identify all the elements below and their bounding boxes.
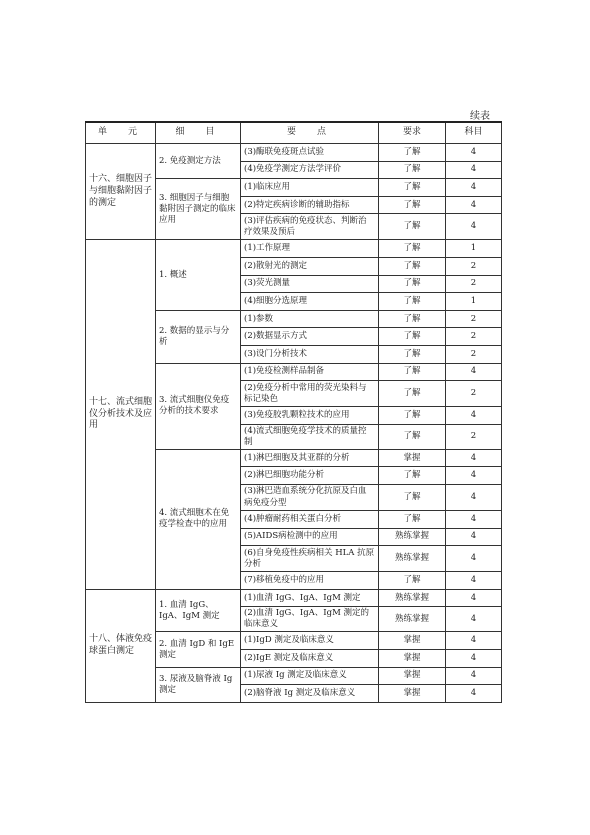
requirement-cell: 了解 <box>379 179 446 197</box>
level-cell: 4 <box>446 511 502 529</box>
requirement-cell: 了解 <box>379 407 446 425</box>
point-cell: (3)荧光测量 <box>241 275 379 293</box>
unit-cell: 十八、体液免疫球蛋白测定 <box>86 589 156 702</box>
requirement-cell: 掌握 <box>379 650 446 668</box>
header-requirement: 要求 <box>379 122 446 144</box>
level-cell: 2 <box>446 345 502 363</box>
detail-cell: 2. 免疫测定方法 <box>156 144 241 179</box>
requirement-cell: 了解 <box>379 572 446 590</box>
level-cell: 4 <box>446 179 502 197</box>
point-cell: (3)淋巴造血系统分化抗原及白血病免疫分型 <box>241 485 379 511</box>
level-cell: 2 <box>446 328 502 346</box>
point-cell: (2)免疫分析中常用的荧光染料与标记染色 <box>241 381 379 407</box>
requirement-cell: 了解 <box>379 275 446 293</box>
level-cell: 4 <box>446 144 502 162</box>
level-cell: 4 <box>446 214 502 240</box>
level-cell: 1 <box>446 240 502 258</box>
point-cell: (3)免疫胶乳颗粒技术的应用 <box>241 407 379 425</box>
header-row <box>86 122 502 144</box>
level-cell: 4 <box>446 632 502 650</box>
detail-cell: 3. 细胞因子与细胞黏附因子测定的临床应用 <box>156 179 241 240</box>
point-cell: (2)散射光的测定 <box>241 257 379 275</box>
requirement-cell: 熟练掌握 <box>379 589 446 607</box>
header-level: 科目 <box>446 122 502 144</box>
requirement-cell: 了解 <box>379 310 446 328</box>
level-cell: 4 <box>446 572 502 590</box>
point-cell: (1)参数 <box>241 310 379 328</box>
point-cell: (1)血清 IgG、IgA、IgM 测定 <box>241 589 379 607</box>
level-cell: 4 <box>446 650 502 668</box>
requirement-cell: 掌握 <box>379 449 446 467</box>
point-cell: (3)酶联免疫斑点试验 <box>241 144 379 162</box>
level-cell: 4 <box>446 196 502 214</box>
point-cell: (4)免疫学测定方法学评价 <box>241 161 379 179</box>
detail-cell: 4. 流式细胞术在免疫学检查中的应用 <box>156 449 241 589</box>
table-row <box>86 589 502 607</box>
detail-cell: 2. 血清 IgD 和 IgE 测定 <box>156 632 241 667</box>
requirement-cell: 了解 <box>379 144 446 162</box>
requirement-cell: 了解 <box>379 424 446 449</box>
level-cell: 2 <box>446 381 502 407</box>
point-cell: (4)肿瘤耐药相关蛋白分析 <box>241 511 379 529</box>
requirement-cell: 熟练掌握 <box>379 546 446 572</box>
point-cell: (4)细胞分选原理 <box>241 293 379 311</box>
requirement-cell: 了解 <box>379 196 446 214</box>
requirement-cell: 了解 <box>379 257 446 275</box>
requirement-cell: 熟练掌握 <box>379 607 446 632</box>
detail-cell: 1. 血清 IgG、IgA、IgM 测定 <box>156 589 241 632</box>
requirement-cell: 掌握 <box>379 685 446 703</box>
requirement-cell: 了解 <box>379 467 446 485</box>
header-point: 要 点 <box>241 122 379 144</box>
point-cell: (1)淋巴细胞及其亚群的分析 <box>241 449 379 467</box>
requirement-cell: 了解 <box>379 485 446 511</box>
level-cell: 4 <box>446 589 502 607</box>
point-cell: (2)数据显示方式 <box>241 328 379 346</box>
requirement-cell: 了解 <box>379 161 446 179</box>
point-cell: (6)自身免疫性疾病相关 HLA 抗原分析 <box>241 546 379 572</box>
unit-cell: 十六、细胞因子与细胞黏附因子的测定 <box>86 144 156 240</box>
requirement-cell: 了解 <box>379 328 446 346</box>
level-cell: 4 <box>446 607 502 632</box>
header-unit: 单 元 <box>86 122 156 144</box>
requirement-cell: 了解 <box>379 381 446 407</box>
level-cell: 4 <box>446 685 502 703</box>
level-cell: 1 <box>446 293 502 311</box>
syllabus-table <box>85 121 502 703</box>
point-cell: (5)AIDS病检测中的应用 <box>241 528 379 546</box>
header-detail: 细 目 <box>156 122 241 144</box>
level-cell: 2 <box>446 424 502 449</box>
point-cell: (2)淋巴细胞功能分析 <box>241 467 379 485</box>
detail-cell: 1. 概述 <box>156 240 241 310</box>
requirement-cell: 了解 <box>379 293 446 311</box>
detail-cell: 3. 尿液及脑脊液 Ig 测定 <box>156 667 241 702</box>
point-cell: (7)移植免疫中的应用 <box>241 572 379 590</box>
point-cell: (1)工作原理 <box>241 240 379 258</box>
point-cell: (2)血清 IgG、IgA、IgM 测定的临床意义 <box>241 607 379 632</box>
level-cell: 4 <box>446 528 502 546</box>
level-cell: 2 <box>446 310 502 328</box>
level-cell: 4 <box>446 449 502 467</box>
level-cell: 4 <box>446 546 502 572</box>
point-cell: (3)评估疾病的免疫状态、判断治疗效果及预后 <box>241 214 379 240</box>
point-cell: (1)尿液 Ig 测定及临床意义 <box>241 667 379 685</box>
level-cell: 2 <box>446 275 502 293</box>
table-row <box>86 144 502 162</box>
level-cell: 2 <box>446 257 502 275</box>
requirement-cell: 掌握 <box>379 667 446 685</box>
requirement-cell: 掌握 <box>379 632 446 650</box>
level-cell: 4 <box>446 467 502 485</box>
requirement-cell: 了解 <box>379 511 446 529</box>
point-cell: (2)特定疾病诊断的辅助指标 <box>241 196 379 214</box>
point-cell: (2)IgE 测定及临床意义 <box>241 650 379 668</box>
level-cell: 4 <box>446 161 502 179</box>
level-cell: 4 <box>446 363 502 381</box>
point-cell: (1)临床应用 <box>241 179 379 197</box>
requirement-cell: 了解 <box>379 345 446 363</box>
point-cell: (1)免疫检测样品制备 <box>241 363 379 381</box>
level-cell: 4 <box>446 485 502 511</box>
point-cell: (4)流式细胞免疫学技术的质量控制 <box>241 424 379 449</box>
unit-cell: 十七、流式细胞仪分析技术及应用 <box>86 240 156 589</box>
requirement-cell: 了解 <box>379 214 446 240</box>
requirement-cell: 熟练掌握 <box>379 528 446 546</box>
point-cell: (3)设门分析技术 <box>241 345 379 363</box>
level-cell: 4 <box>446 667 502 685</box>
level-cell: 4 <box>446 407 502 425</box>
point-cell: (1)IgD 测定及临床意义 <box>241 632 379 650</box>
detail-cell: 2. 数据的显示与分析 <box>156 310 241 363</box>
requirement-cell: 了解 <box>379 240 446 258</box>
detail-cell: 3. 流式细胞仪免疫分析的技术要求 <box>156 363 241 449</box>
table-body <box>86 144 502 703</box>
table-row <box>86 240 502 258</box>
requirement-cell: 了解 <box>379 363 446 381</box>
point-cell: (2)脑脊液 Ig 测定及临床意义 <box>241 685 379 703</box>
continued-label: 续表 <box>470 111 490 122</box>
